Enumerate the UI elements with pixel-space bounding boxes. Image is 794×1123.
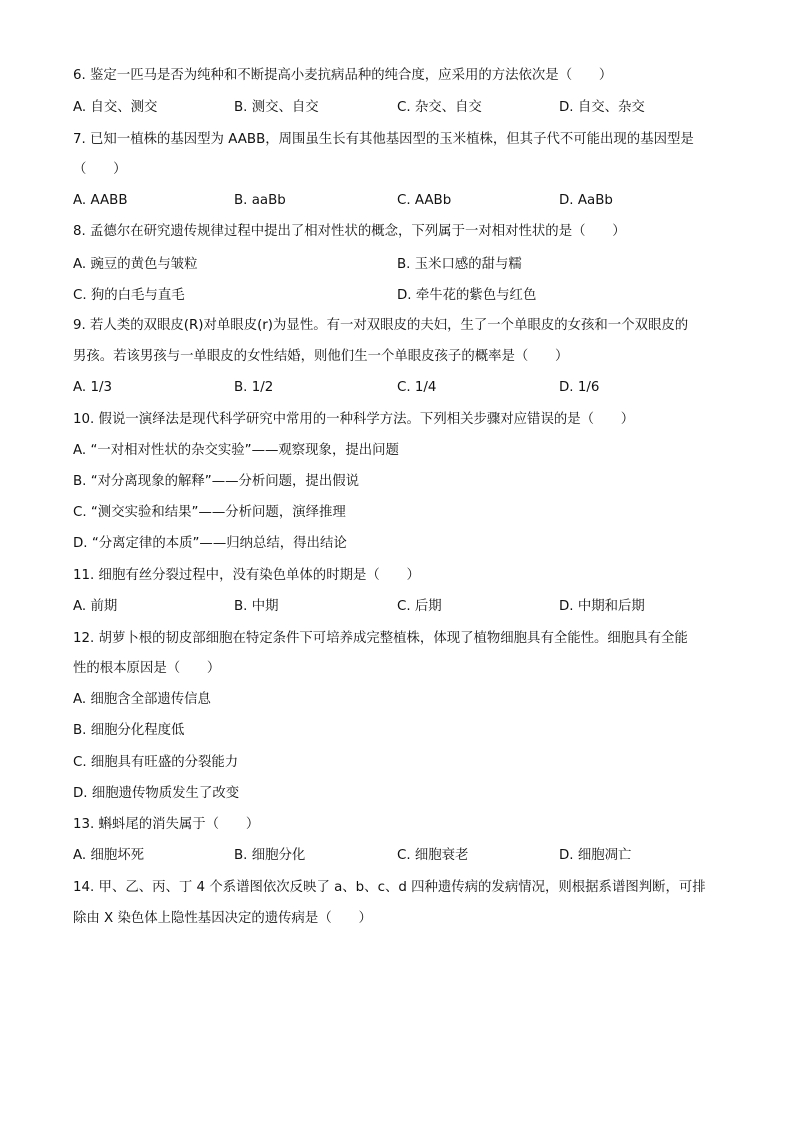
question-14-stem-cont: 除由 X 染色体上隐性基因决定的遗传病是（ ） [73,911,372,926]
question-6-option-a: A. 自交、测交 [73,100,158,115]
question-7-stem-cont: （ ） [73,162,127,177]
question-12-option-a: A. 细胞含全部遗传信息 [73,692,211,707]
question-8-option-c: C. 狗的白毛与直毛 [73,288,185,303]
question-8-option-d: D. 牵牛花的紫色与红色 [397,288,537,303]
question-12-stem-cont: 性的根本原因是（ ） [73,661,221,676]
question-11-stem: 11. 细胞有丝分裂过程中，没有染色单体的时期是（ ） [73,568,420,583]
question-13-option-c: C. 细胞衰老 [397,848,469,863]
question-7-option-d: D. AaBb [559,193,613,208]
question-10-stem: 10. 假说一演绎法是现代科学研究中常用的一种科学方法。下列相关步骤对应错误的是（ ） [73,412,635,427]
question-9-stem: 9. 若人类的双眼皮(R)对单眼皮(r)为显性。有一对双眼皮的夫妇，生了一个单眼皮的女孩和一个双眼皮的 [73,318,689,333]
question-9-option-d: D. 1/6 [559,380,600,395]
question-6-option-c: C. 杂交、自交 [397,100,482,115]
question-12-stem: 12. 胡萝卜根的韧皮部细胞在特定条件下可培养成完整植株，体现了植物细胞具有全能性。细胞具有全能 [73,631,688,646]
question-7-option-a: A. AABB [73,193,128,208]
question-8-stem: 8. 孟德尔在研究遗传规律过程中提出了相对性状的概念，下列属于一对相对性状的是（ ） [73,224,626,239]
question-10-option-d: D. “分离定律的本质”——归纳总结，得出结论 [73,536,347,551]
question-6-stem: 6. 鉴定一匹马是否为纯种和不断提高小麦抗病品种的纯合度，应采用的方法依次是（ ） [73,68,613,83]
question-12-option-d: D. 细胞遗传物质发生了改变 [73,786,240,801]
question-11-option-a: A. 前期 [73,599,118,614]
question-6-option-d: D. 自交、杂交 [559,100,645,115]
question-9-stem-cont: 男孩。若该男孩与一单眼皮的女性结婚，则他们生一个单眼皮孩子的概率是（ ） [73,349,569,364]
question-11-option-d: D. 中期和后期 [559,599,645,614]
question-9-option-b: B. 1/2 [234,380,274,395]
question-10-option-b: B. “对分离现象的解释”——分析问题，提出假说 [73,474,359,489]
question-8-option-b: B. 玉米口感的甜与糯 [397,257,522,272]
question-13-option-a: A. 细胞坏死 [73,848,144,863]
question-12-option-c: C. 细胞具有旺盛的分裂能力 [73,755,239,770]
question-10-option-a: A. “一对相对性状的杂交实验”——观察现象，提出问题 [73,443,399,458]
question-13-stem: 13. 蝌蚪尾的消失属于（ ） [73,817,260,832]
question-8-option-a: A. 豌豆的黄色与皱粒 [73,257,198,272]
question-9-option-c: C. 1/4 [397,380,437,395]
question-13-option-d: D. 细胞凋亡 [559,848,632,863]
question-11-option-c: C. 后期 [397,599,442,614]
question-9-option-a: A. 1/3 [73,380,112,395]
question-13-option-b: B. 细胞分化 [234,848,306,863]
question-7-option-b: B. aaBb [234,193,286,208]
question-10-option-c: C. “测交实验和结果”——分析问题，演绎推理 [73,505,346,520]
question-6-option-b: B. 测交、自交 [234,100,319,115]
question-12-option-b: B. 细胞分化程度低 [73,723,185,738]
question-14-stem: 14. 甲、乙、丙、丁 4 个系谱图依次反映了 a、b、c、d 四种遗传病的发病情况，则根据系谱图判断，可排 [73,880,706,895]
question-7-option-c: C. AABb [397,193,452,208]
question-11-option-b: B. 中期 [234,599,279,614]
question-7-stem: 7. 已知一植株的基因型为 AABB，周围虽生长有其他基因型的玉米植株，但其子代不可能出现的基因型是 [73,132,694,147]
